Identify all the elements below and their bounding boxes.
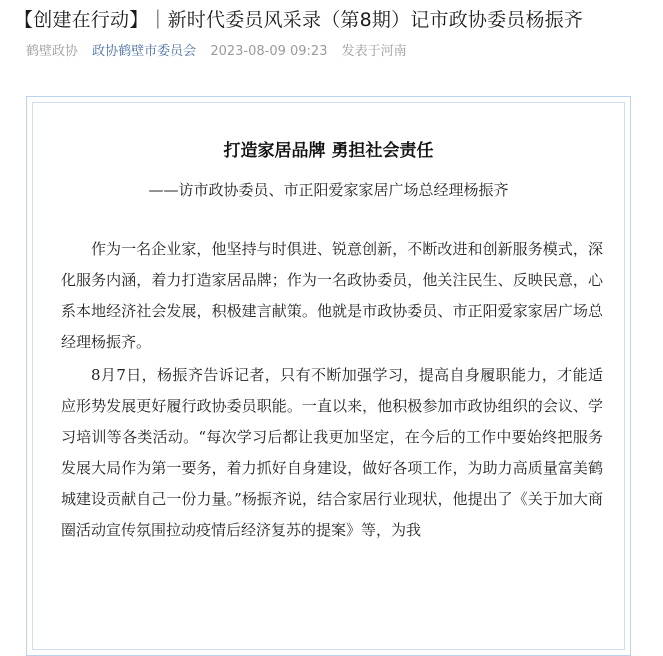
article-body	[61, 234, 603, 548]
article-subtitle: ——访市政协委员、市正阳爱家家居广场总经理杨振齐	[148, 181, 509, 199]
article-meta	[26, 42, 417, 62]
article-title: 打造家居品牌 勇担社会责任	[223, 141, 434, 161]
author-link[interactable]: 政协鹤壁市委员会	[92, 44, 197, 59]
article-headline: 【创建在行动】｜新时代委员风采录（第8期）记市政协委员杨振齐	[14, 9, 584, 31]
publish-location: 发表于河南	[341, 44, 407, 59]
source-name[interactable]: 鹤壁政协	[26, 44, 79, 59]
article-card	[26, 96, 631, 656]
paragraph: 作为一名企业家，他坚持与时俱进、锐意创新，不断改进和创新服务模式，深化服务内涵，着力打造家居品牌；作为一名政协委员，他关注民生、反映民意，心系本地经济社会发展，积极建言献策。他就是市政协委员、市正阳爱家家居广场总经理杨振齐。	[61, 240, 603, 351]
article-card-inner	[32, 102, 625, 650]
publish-datetime: 2023-08-09 09:23	[210, 44, 328, 59]
paragraph: 8月7日，杨振齐告诉记者，只有不断加强学习，提高自身履职能力，才能适应形势发展更好履行政协委员职能。一直以来，他积极参加市政协组织的会议、学习培训等各类活动。“每次学习后都让我更加坚定，在今后的工作中要始终把服务发展大局作为第一要务，着力抓好自身建设，做好各项工作，为助力高质量富美鹤城建设贡献自己一份力量。”杨振齐说，结合家居行业现状，他提出了《关于加大商圈活动宣传氛围拉动疫情后经济复苏的提案》等，为我	[61, 366, 603, 539]
